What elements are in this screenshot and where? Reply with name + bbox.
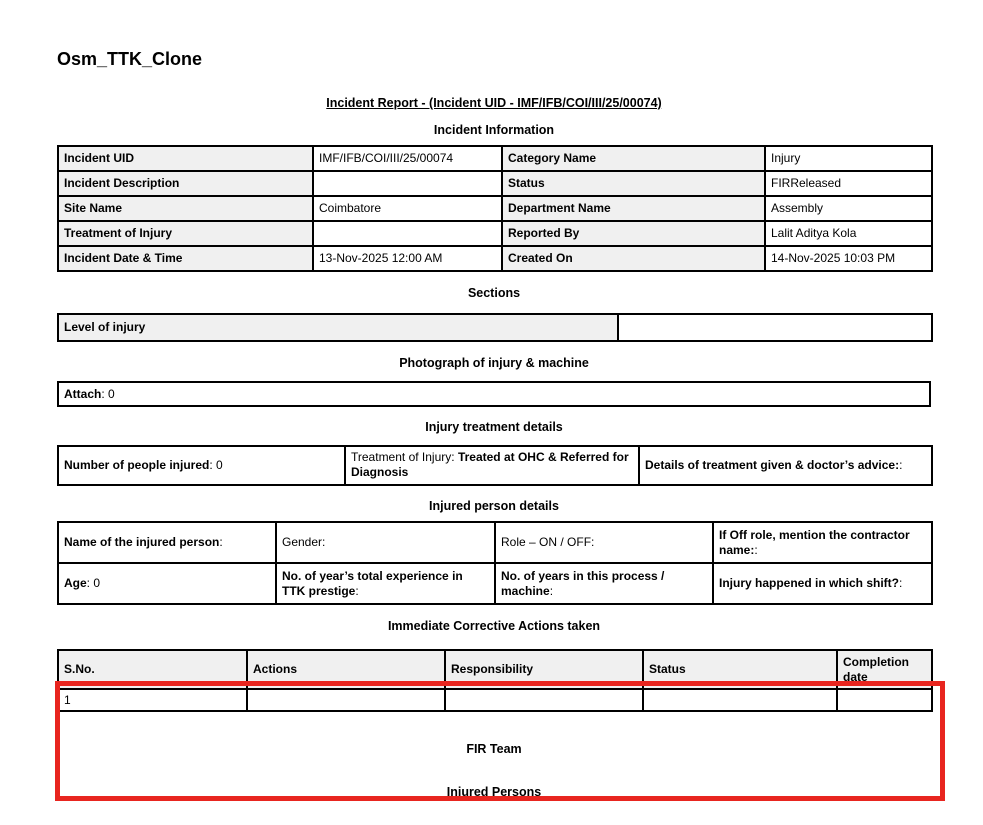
incident-datetime-label: Incident Date & Time [58,246,313,271]
table-header-row [58,650,932,689]
age-label: Age [64,576,87,591]
level-of-injury-value [618,314,932,341]
injured-person-table [57,521,933,605]
status-label: Status [502,171,765,196]
injury-treatment-heading: Injury treatment details [425,420,563,435]
table-row [58,246,932,271]
level-of-injury-table [57,313,933,342]
treatment-cell [345,446,639,485]
experience-label: No. of year’s total experience in TTK prestige [282,568,463,598]
treatment-of-injury-label: Treatment of Injury [58,221,313,246]
injured-persons-heading: Injured Persons [446,784,542,799]
table-row [58,446,932,485]
contractor-cell [713,522,932,563]
incident-datetime-value: 13-Nov-2025 12:00 AM [313,246,502,271]
status-cell [643,689,837,711]
role-cell [495,522,713,563]
shift-label: Injury happened in which shift? [719,576,900,591]
attach-cell [58,382,930,406]
table-row [58,689,932,711]
table-row [58,314,932,341]
injured-name-cell [58,522,276,563]
injured-name-colon: : [219,535,223,550]
shift-colon: : [899,576,903,591]
treatment-of-injury-value [313,221,502,246]
created-on-label: Created On [502,246,765,271]
sno-cell: 1 [58,689,247,711]
photograph-heading: Photograph of injury & machine [399,355,589,370]
column-responsibility: Responsibility [445,650,643,689]
site-name-label: Site Name [58,196,313,221]
injured-name-label: Name of the injured person [64,535,220,550]
column-status: Status [643,650,837,689]
age-value: : 0 [86,576,101,591]
injury-treatment-table [57,445,933,486]
category-name-label: Category Name [502,146,765,171]
age-cell [58,563,276,604]
gender-label: Gender: [282,535,326,550]
corrective-actions-table [57,649,933,712]
process-years-cell [495,563,713,604]
column-completion-date: Completion date [837,650,932,689]
treatment-value: Treated at OHC & Referred for Diagnosis [351,450,629,480]
incident-information-table [57,145,933,272]
table-row [58,382,930,406]
level-of-injury-label: Level of injury [58,314,618,341]
role-label: Role – ON / OFF: [501,535,595,550]
treatment-label: Treatment of Injury: [351,450,458,465]
column-actions: Actions [247,650,445,689]
reported-by-label: Reported By [502,221,765,246]
table-row [58,221,932,246]
process-years-label: No. of years in this process / machine [501,568,665,598]
table-row [58,522,932,563]
contractor-label: If Off role, mention the contractor name: [719,527,910,557]
shift-cell [713,563,932,604]
column-sno: S.No. [58,650,247,689]
treatment-details-cell [639,446,932,485]
people-injured-label: Number of people injured [64,457,210,472]
treatment-details-label: Details of treatment given & doctor’s advice: [645,457,900,472]
treatment-details-value: : [899,457,903,472]
department-name-value: Assembly [765,196,932,221]
status-value: FIRReleased [765,171,932,196]
attach-label: Attach [64,386,102,401]
people-injured-cell [58,446,345,485]
attach-table [57,381,931,407]
attach-value: : 0 [101,386,115,401]
reported-by-value: Lalit Aditya Kola [765,221,932,246]
department-name-label: Department Name [502,196,765,221]
site-name-value: Coimbatore [313,196,502,221]
actions-cell [247,689,445,711]
incident-uid-value: IMF/IFB/COI/III/25/00074 [313,146,502,171]
category-name-value: Injury [765,146,932,171]
corrective-actions-heading: Immediate Corrective Actions taken [387,619,601,634]
created-on-value: 14-Nov-2025 10:03 PM [765,246,932,271]
table-row [58,563,932,604]
responsibility-cell [445,689,643,711]
table-row [58,171,932,196]
fir-team-heading: FIR Team [466,742,522,757]
report-heading: Incident Report - (Incident UID - IMF/IFB/COI/III/25/00074) [326,95,662,110]
incident-uid-label: Incident UID [58,146,313,171]
experience-cell [276,563,495,604]
sections-heading: Sections [467,285,521,300]
contractor-colon: : [754,542,758,557]
people-injured-value: : 0 [209,457,223,472]
page-title: Osm_TTK_Clone [57,49,203,69]
experience-colon: : [355,583,359,598]
gender-cell [276,522,495,563]
incident-information-heading: Incident Information [433,123,555,138]
completion-date-cell [837,689,932,711]
injured-person-heading: Injured person details [429,498,559,513]
incident-description-label: Incident Description [58,171,313,196]
incident-description-value [313,171,502,196]
process-years-colon: : [549,583,554,598]
table-row [58,196,932,221]
table-row [58,146,932,171]
